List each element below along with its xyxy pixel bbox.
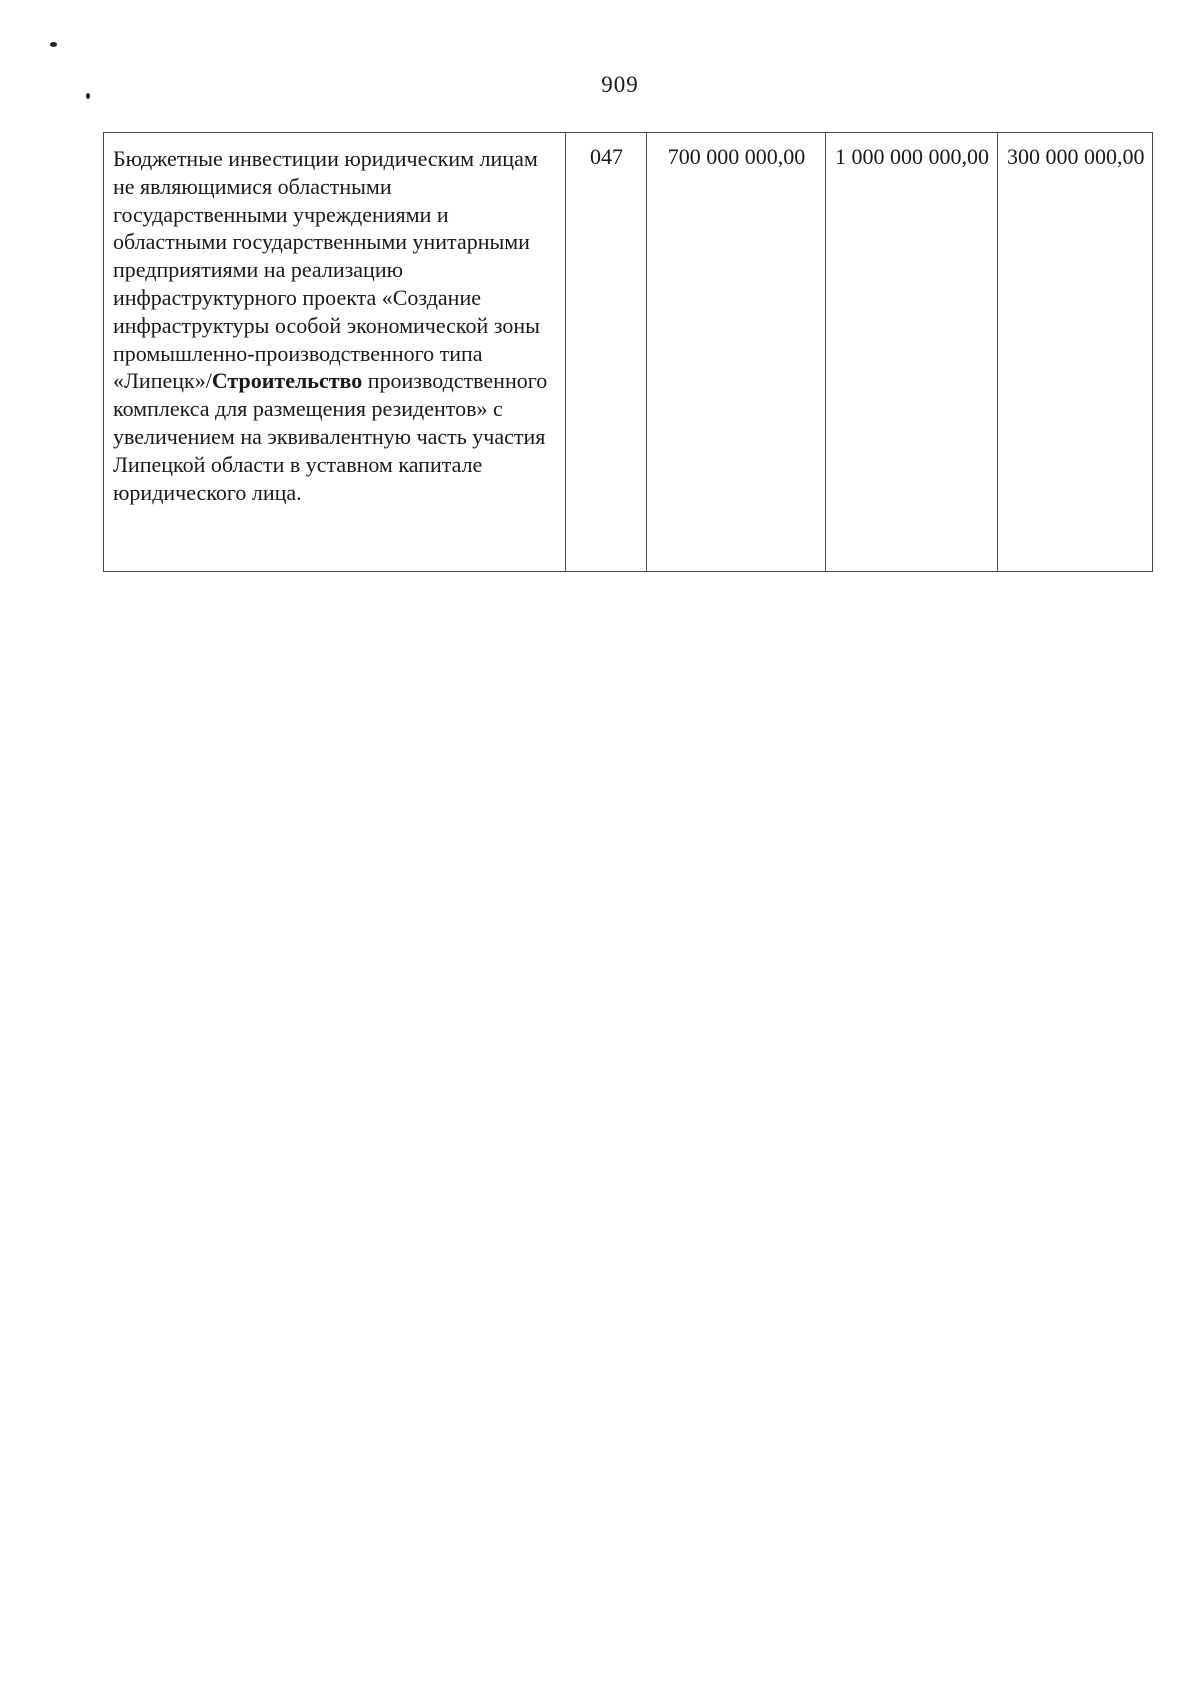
description-text-continued: производственного комплекса для размещения резидентов» с увеличением на эквивалентную часть участия Липецкой области в уставном капитале юридического лица. (113, 368, 548, 505)
scan-speck (50, 42, 57, 47)
page-number: 909 (601, 72, 639, 97)
description-text: Бюджетные инвестиции юридическим лицам не являющимися областными государственными учреждениями и областными государственными унитарными предприятиями на реализацию инфраструктурного проекта «Создание инфраструктуры особой экономической зоны промышленно-производственного типа «Липецк»/ (113, 146, 540, 394)
amount-cell-1: 700 000 000,00 (647, 133, 826, 572)
amount-cell-3: 300 000 000,00 (998, 133, 1153, 572)
table-row (104, 133, 1153, 572)
code-cell: 047 (566, 133, 647, 572)
amount-cell-2: 1 000 000 000,00 (826, 133, 998, 572)
budget-table (103, 132, 1153, 572)
description-cell (104, 133, 566, 572)
description-bold-text: Строительство (211, 368, 363, 394)
